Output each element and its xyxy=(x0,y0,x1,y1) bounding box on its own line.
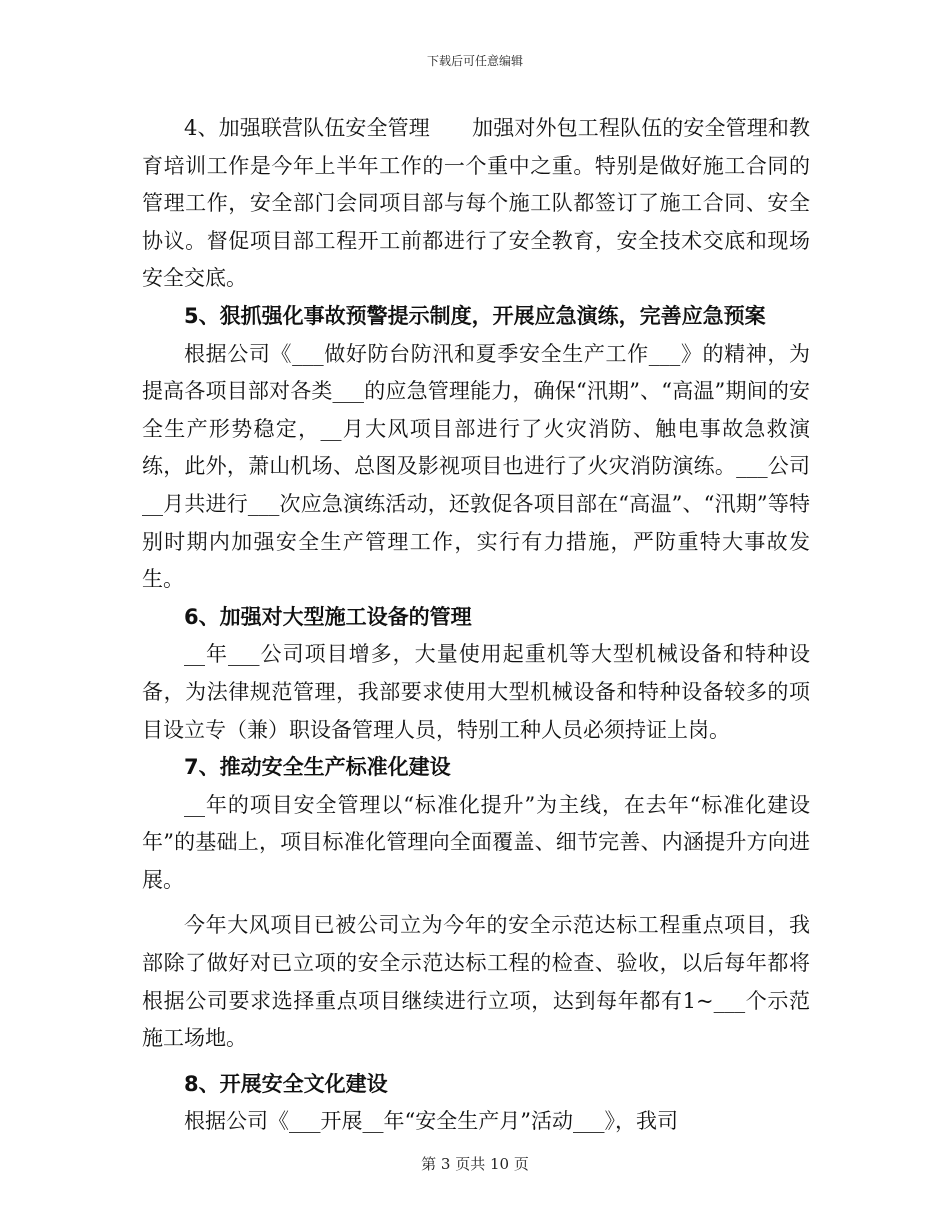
heading-section-7: 7、推动安全生产标准化建设 xyxy=(184,755,451,780)
paragraph-section-7-a: __年的项目安全管理以“标准化提升”为主线，在去年“标准化建设年”的基础上，项目标准化管理向全面覆盖、细节完善、内涵提升方向进展。 xyxy=(142,792,810,892)
paragraph-section-7-b: 今年大风项目已被公司立为今年的安全示范达标工程重点项目，我部除了做好对已立项的安全示范达标工程的检查、验收，以后每年都将根据公司要求选择重点项目继续进行立项，达到每年都有1~___个示范施工场地。 xyxy=(142,913,810,1051)
heading-section-8: 8、开展安全文化建设 xyxy=(184,1071,388,1096)
paragraph-section-4: 4、加强联营队伍安全管理 加强对外包工程队伍的安全管理和教育培训工作是今年上半年工作的一个重中之重。特别是做好施工合同的管理工作，安全部门会同项目部与每个施工队都签订了施工合同、安全协议。督促项目部工程开工前都进行了安全教育，安全技术交底和现场安全交底。 xyxy=(142,116,810,291)
document-body xyxy=(142,110,810,1141)
paragraph-section-5: 根据公司《___做好防台防汛和夏季安全生产工作___》的精神，为提高各项目部对各类___的应急管理能力，确保“汛期”、“高温”期间的安全生产形势稳定，__月大风项目部进行了火灾消防、触电事故急救演练，此外，萧山机场、总图及影视项目也进行了火灾消防演练。___公司__月共进行___次应急演练活动，还敦促各项目部在“高温”、“汛期”等特别时期内加强安全生产管理工作，实行有力措施，严防重特大事故发生。 xyxy=(142,341,810,592)
paragraph-section-8: 根据公司《___开展__年“安全生产月”活动___》，我司 xyxy=(184,1109,678,1134)
page-footer: 第 3 页共 10 页 xyxy=(421,1155,529,1173)
paragraph-section-6: __年___公司项目增多，大量使用起重机等大型机械设备和特种设备，为法律规范管理，我部要求使用大型机械设备和特种设备较多的项目设立专（兼）职设备管理人员，特别工种人员必须持证上岗。 xyxy=(142,642,810,742)
heading-section-5: 5、狠抓强化事故预警提示制度，开展应急演练，完善应急预案 xyxy=(184,303,766,328)
heading-section-6: 6、加强对大型施工设备的管理 xyxy=(184,604,472,629)
page-header: 下载后可任意编辑 xyxy=(426,54,523,68)
